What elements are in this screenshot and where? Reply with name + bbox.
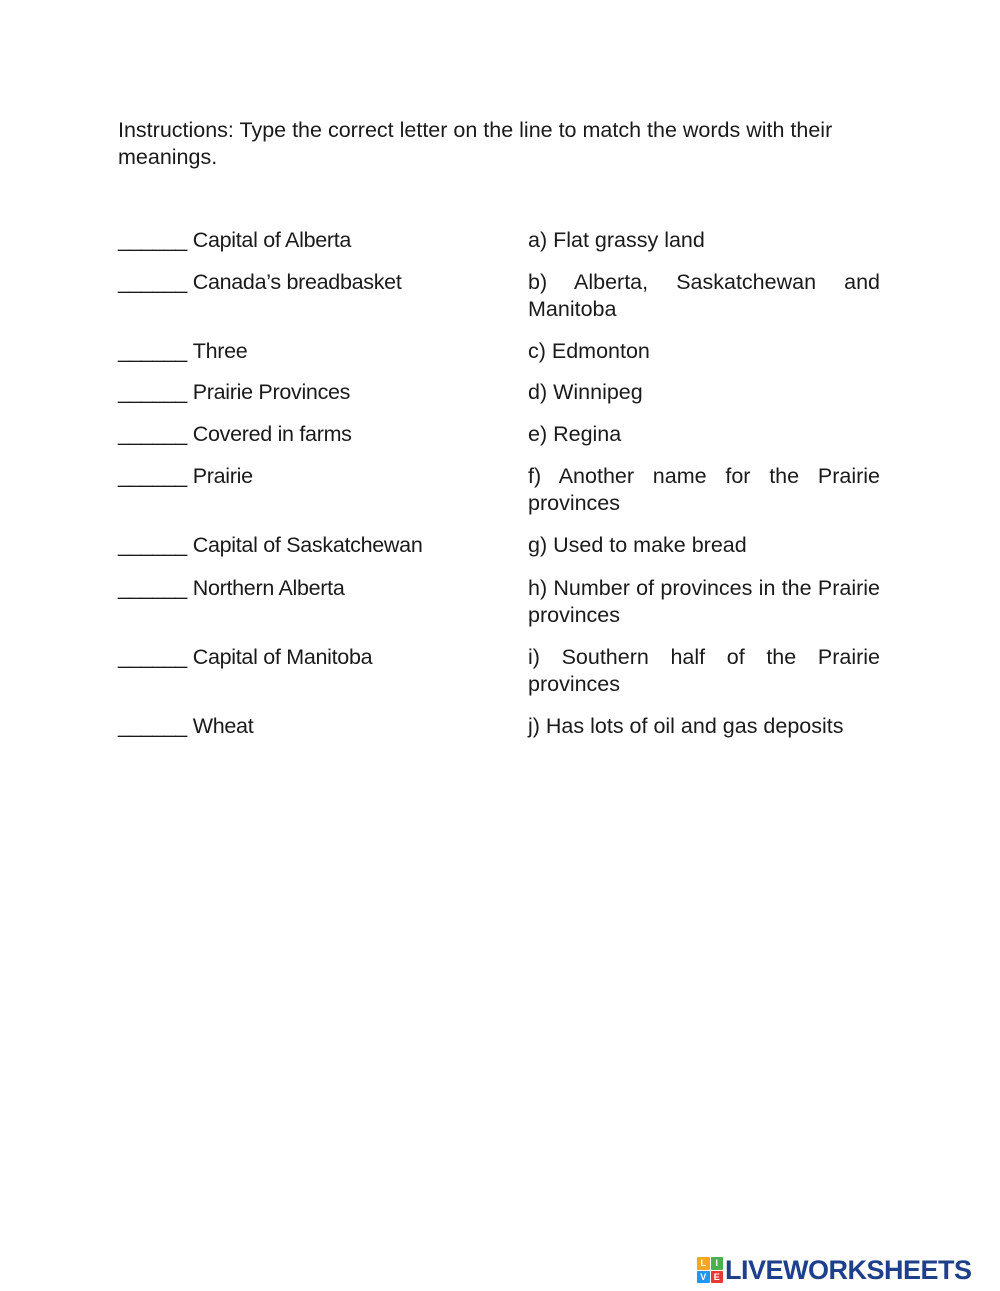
definition-label: f) Another name for the Prairie provinces	[528, 464, 880, 515]
logo-text: LIVEWORKSHEETS	[725, 1254, 972, 1285]
answer-blank[interactable]: ______	[118, 270, 187, 294]
logo-mark-letter: E	[711, 1271, 724, 1284]
definition-label: c) Edmonton	[528, 339, 650, 363]
term-label: Northern Alberta	[192, 576, 345, 600]
logo-mark-letter: V	[697, 1271, 710, 1284]
instructions-text: Instructions: Type the correct letter on the line to match the words with their meanings.	[118, 118, 833, 169]
answer-blank[interactable]: ______	[118, 422, 187, 446]
definition-label: e) Regina	[528, 422, 622, 446]
term-label: Capital of Alberta	[192, 228, 352, 252]
term-label: Three	[192, 339, 248, 363]
definition-label: d) Winnipeg	[528, 380, 643, 404]
answer-blank[interactable]: ______	[118, 576, 187, 600]
term-label: Wheat	[192, 714, 254, 738]
logo-mark-icon	[697, 1257, 723, 1283]
answer-blank[interactable]: ______	[118, 228, 187, 252]
liveworksheets-logo	[697, 1255, 972, 1285]
term-label: Prairie	[192, 464, 253, 488]
answer-blank[interactable]: ______	[118, 645, 187, 669]
definition-label: b) Alberta, Saskatchewan and Manitoba	[528, 270, 880, 321]
answer-blank[interactable]: ______	[118, 339, 187, 363]
logo-mark-letter: L	[697, 1257, 710, 1270]
term-label: Prairie Provinces	[192, 380, 351, 404]
answer-blank[interactable]: ______	[118, 464, 187, 488]
logo-mark-letter: I	[711, 1257, 724, 1270]
term-label: Capital of Manitoba	[192, 645, 373, 669]
answer-blank[interactable]: ______	[118, 714, 187, 738]
definition-label: a) Flat grassy land	[528, 228, 705, 252]
term-label: Canada’s breadbasket	[192, 270, 402, 294]
answer-blank[interactable]: ______	[118, 533, 187, 557]
definition-label: h) Number of provinces in the Prairie provinces	[528, 576, 880, 627]
definition-label: i) Southern half of the Prairie provinces	[528, 645, 880, 696]
term-label: Covered in farms	[192, 422, 352, 446]
answer-blank[interactable]: ______	[118, 380, 187, 404]
term-label: Capital of Saskatchewan	[192, 533, 423, 557]
definition-label: g) Used to make bread	[528, 533, 747, 557]
definition-label: j) Has lots of oil and gas deposits	[528, 714, 844, 738]
